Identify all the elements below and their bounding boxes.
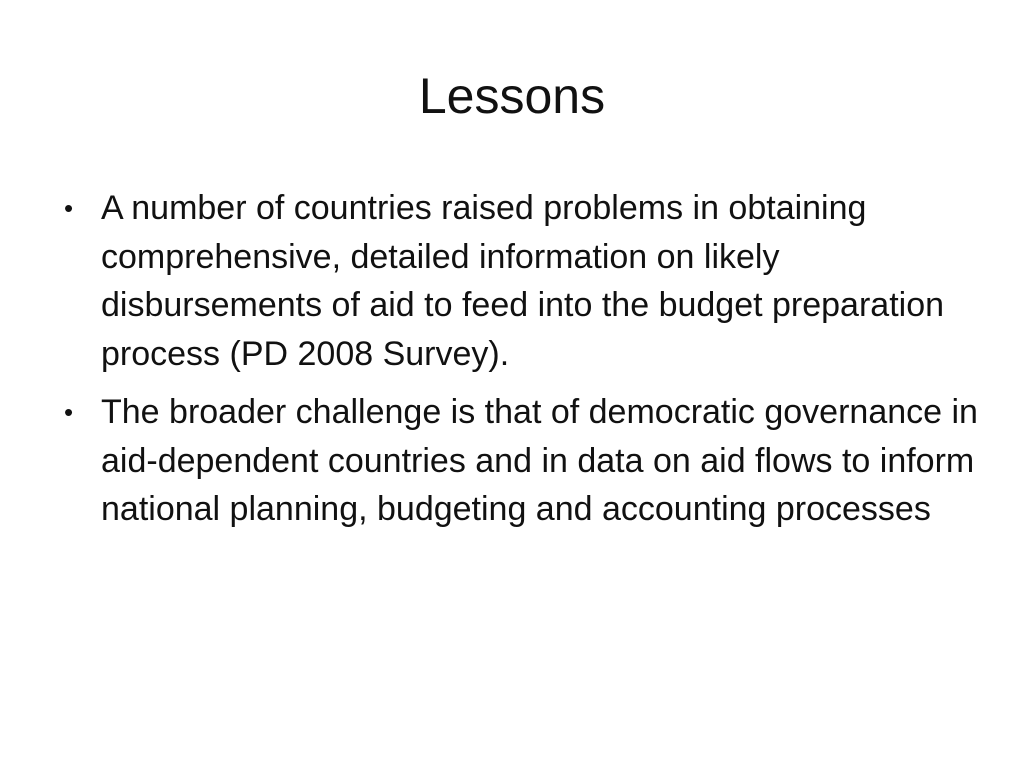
- bullet-text-1: A number of countries raised problems in obtaining comprehensive, detailed information on likely disbursements of aid to feed into the budget preparation process (PD 2008 Survey).: [101, 189, 945, 373]
- bullet-dot-icon: •: [64, 397, 74, 427]
- bullet-item-1: [58, 184, 978, 378]
- bullet-list: [58, 184, 978, 544]
- bullet-dot-icon: •: [64, 193, 74, 223]
- bullet-item-2: [58, 388, 978, 534]
- bullet-text-2: The broader challenge is that of democratic governance in aid-dependent countries and in data on aid flows to inform national planning, budgeting and accounting processes: [101, 393, 978, 528]
- slide-title: Lessons: [418, 68, 606, 124]
